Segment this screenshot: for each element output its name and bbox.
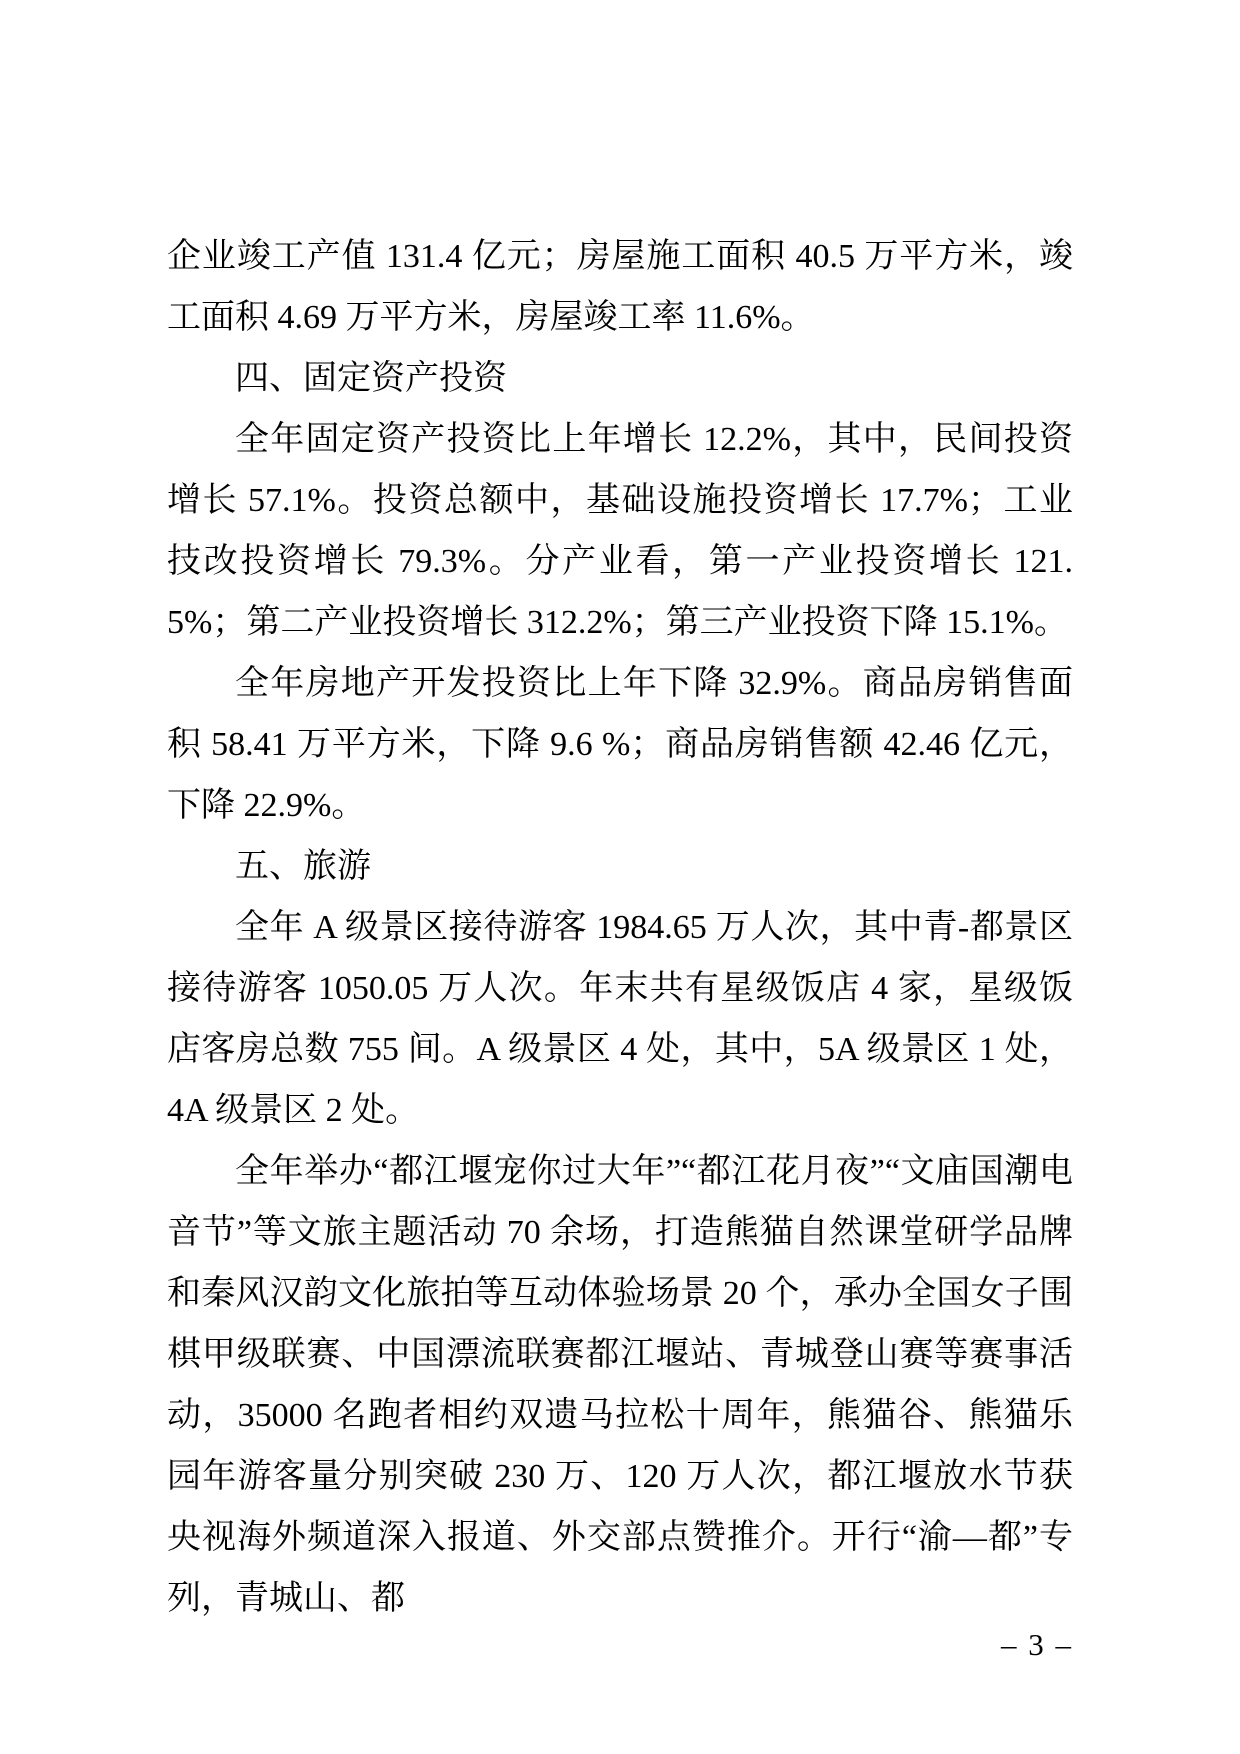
- paragraph-scenic-spots: 全年 A 级景区接待游客 1984.65 万人次，其中青-都景区接待游客 1050.05 万人次。年末共有星级饭店 4 家，星级饭店客房总数 755 间。A 级景区 4 处，其中，5A 级景区 1 处，4A 级景区 2 处。: [167, 909, 1073, 1129]
- paragraph-fixed-asset-investment: 全年固定资产投资比上年增长 12.2%，其中，民间投资增长 57.1%。投资总额中，基础设施投资增长 17.7%；工业技改投资增长 79.3%。分产业看，第一产业投资增长 121.5%；第二产业投资增长 312.2%；第三产业投资下降 15.1%。: [167, 421, 1073, 641]
- paragraph-tourism-events: 全年举办“都江堰宠你过大年”“都江花月夜”“文庙国潮电音节”等文旅主题活动 70 余场，打造熊猫自然课堂研学品牌和秦风汉韵文化旅拍等互动体验场景 20 个，承办全国女子围棋甲级联赛、中国漂流联赛都江堰站、青城登山赛等赛事活动，35000 名跑者相约双遗马拉松十周年，熊猫谷、熊猫乐园年游客量分别突破 230 万、120 万人次，都江堰放水节获央视海外频道深入报道、外交部点赞推介。开行“渝—都”专列，青城山、都: [167, 1153, 1073, 1617]
- section-heading-tourism: 五、旅游: [235, 847, 371, 885]
- section-heading-fixed-asset-investment: 四、固定资产投资: [235, 359, 507, 397]
- document-text-area: [167, 226, 1073, 1629]
- paragraph-real-estate: 全年房地产开发投资比上年下降 32.9%。商品房销售面积 58.41 万平方米，下降 9.6 %；商品房销售额 42.46 亿元，下降 22.9%。: [167, 665, 1073, 824]
- paragraph-construction-output: 企业竣工产值 131.4 亿元；房屋施工面积 40.5 万平方米，竣工面积 4.69 万平方米，房屋竣工率 11.6%。: [167, 238, 1073, 336]
- page-number: – 3 –: [1001, 1627, 1073, 1662]
